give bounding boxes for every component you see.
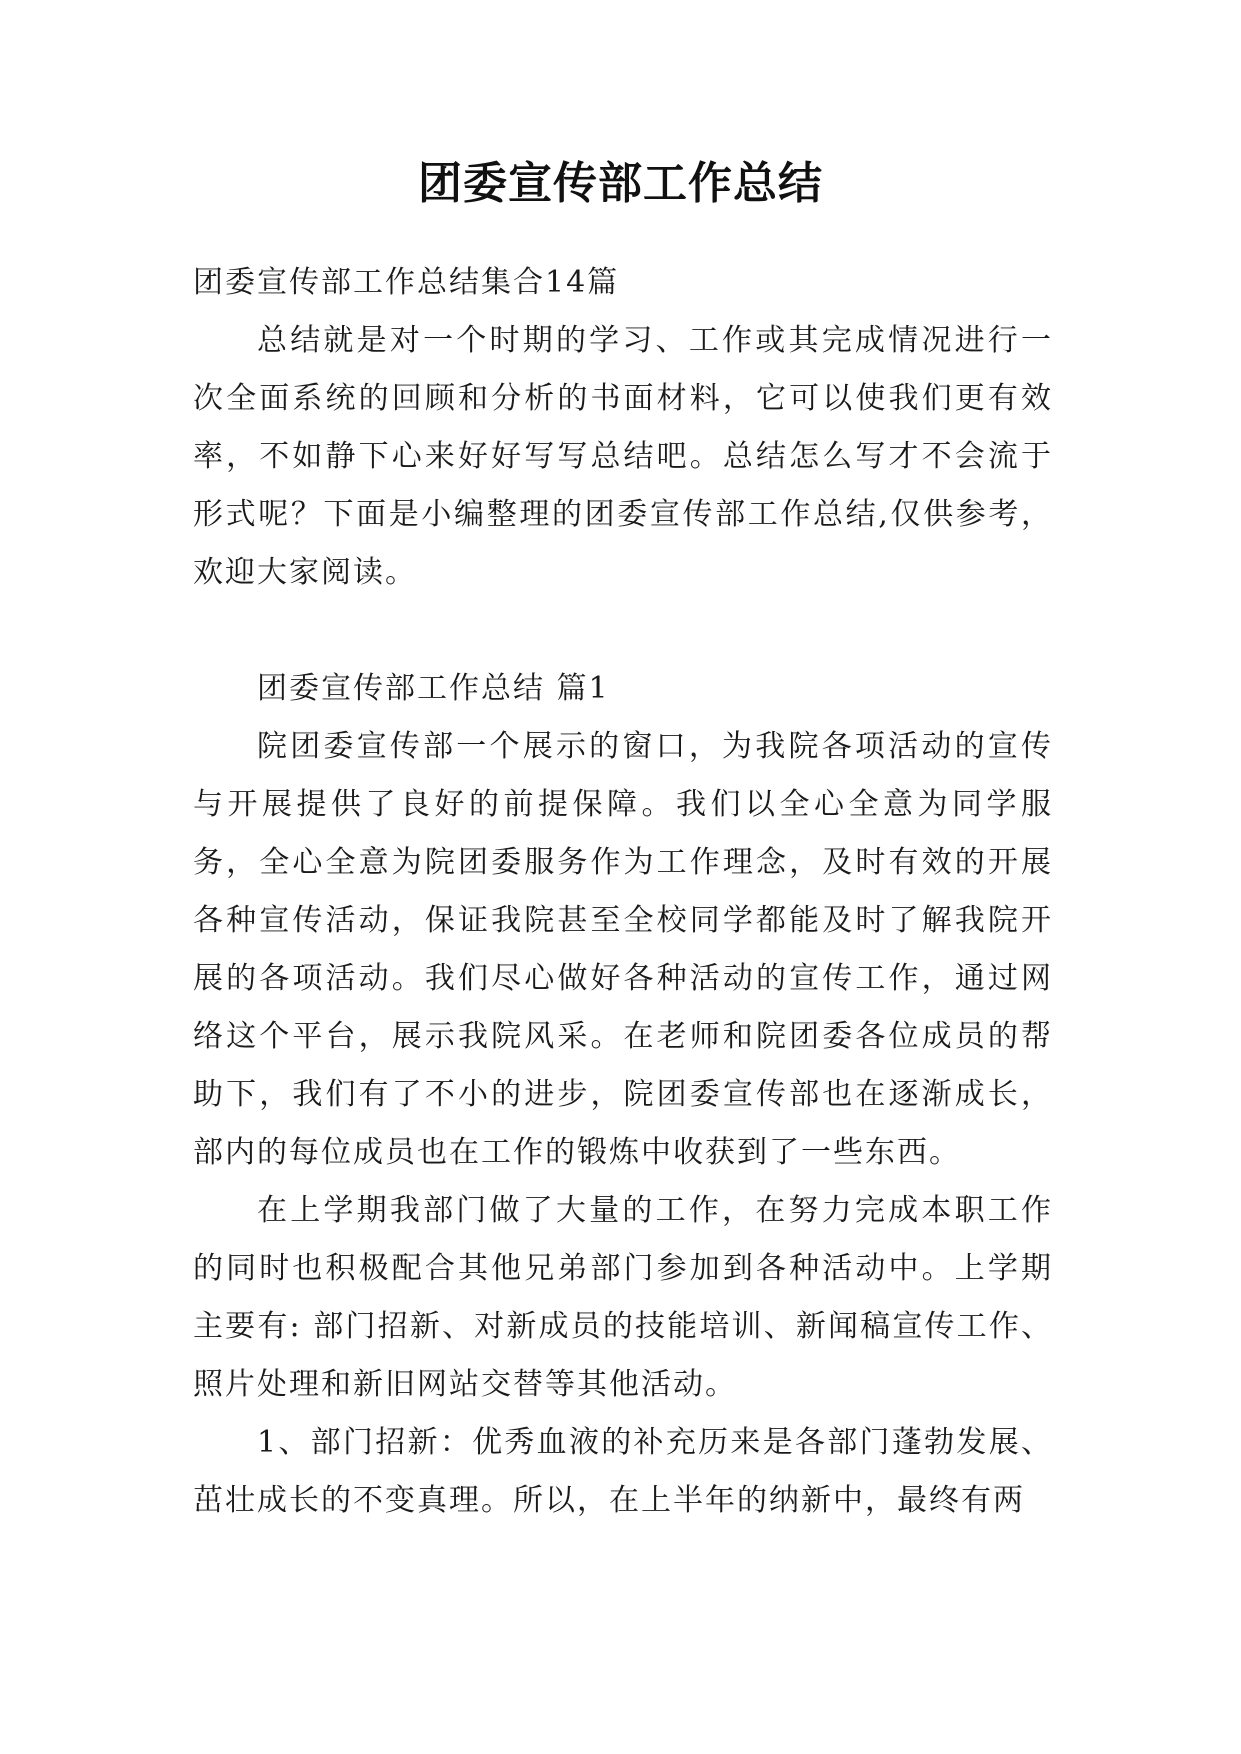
document-body <box>193 254 1053 1530</box>
section-heading: 团委宣传部工作总结 篇1 <box>257 671 610 706</box>
intro-paragraph: 总结就是对一个时期的学习、工作或其完成情况进行一次全面系统的回顾和分析的书面材料，它可以使我们更有效率，不如静下心来好好写写总结吧。总结怎么写才不会流于形式呢？下面是小编整理的团委宣传部工作总结,仅供参考，欢迎大家阅读。 <box>193 323 1053 590</box>
document-title: 团委宣传部工作总结 <box>418 158 823 209</box>
body-paragraph: 在上学期我部门做了大量的工作，在努力完成本职工作的同时也积极配合其他兄弟部门参加到各种活动中。上学期主要有: 部门招新、对新成员的技能培训、新闻稿宣传工作、照片处理和新旧网站交替等其他活动。 <box>193 1193 1053 1402</box>
document-subtitle: 团委宣传部工作总结集合14篇 <box>193 265 620 300</box>
section-spacer <box>193 602 1053 660</box>
body-paragraph: 1、部门招新：优秀血液的补充历来是各部门蓬勃发展、茁壮成长的不变真理。所以，在上半年的纳新中，最终有两 <box>193 1425 1053 1518</box>
body-paragraph: 院团委宣传部一个展示的窗口，为我院各项活动的宣传与开展提供了良好的前提保障。我们以全心全意为同学服务，全心全意为院团委服务作为工作理念，及时有效的开展各种宣传活动，保证我院甚至全校同学都能及时了解我院开展的各项活动。我们尽心做好各种活动的宣传工作，通过网络这个平台，展示我院风采。在老师和院团委各位成员的帮助下，我们有了不小的进步，院团委宣传部也在逐渐成长，部内的每位成员也在工作的锻炼中收获到了一些东西。 <box>193 729 1053 1170</box>
